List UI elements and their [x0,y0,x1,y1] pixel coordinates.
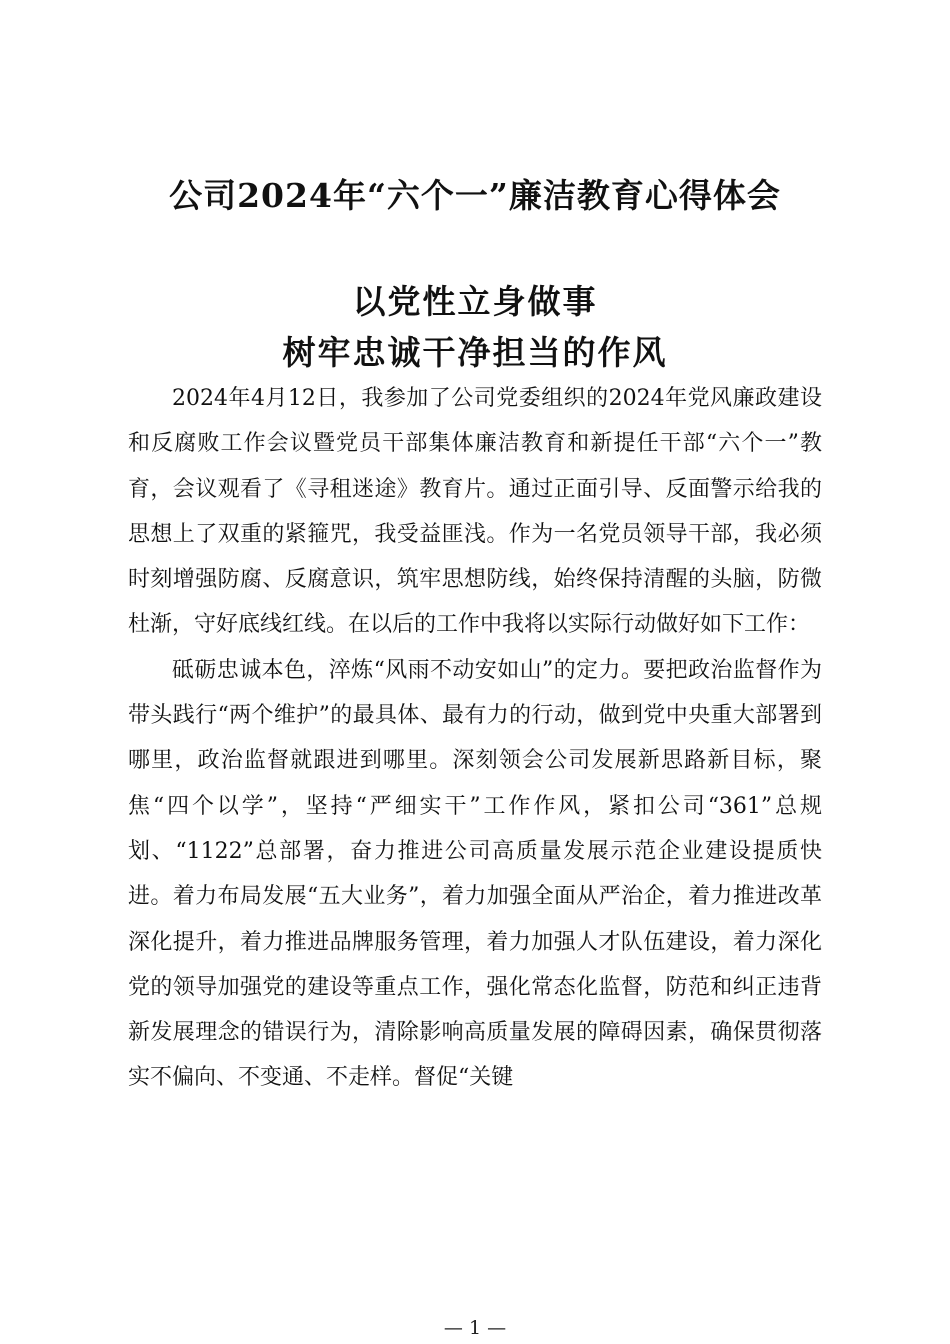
subtitle-line-1: 以党性立身做事 [352,282,598,321]
page-number: — 1 — [443,1317,507,1339]
subtitle-line-2: 树牢忠诚干净担当的作风 [282,333,668,372]
body-paragraph-2: 砥砺忠诚本色，淬炼“风雨不动安如山”的定力。要把政治监督作为带头践行“两个维护”的最具体、最有力的行动，做到党中央重大部署到哪里，政治监督就跟进到哪里。深刻领会公司发展新思路新目标，聚焦“四个以学”，坚持“严细实干”工作作风，紧扣公司“361”总规划、“1122”总部署，奋力推进公司高质量发展示范企业建设提质快进。着力布局发展“五大业务”，着力加强全面从严治企，着力推进改革深化提升，着力推进品牌服务管理，着力加强人才队伍建设，着力深化党的领导加强党的建设等重点工作，强化常态化监督，防范和纠正违背新发展理念的错误行为，清除影响高质量发展的障碍因素，确保贯彻落实不偏向、不变通、不走样。督促“关键 [128,657,822,1091]
body-paragraph-1: 2024年4月12日，我参加了公司党委组织的2024年党风廉政建设和反腐败工作会议暨党员干部集体廉洁教育和新提任干部“六个一”教育，会议观看了《寻租迷途》教育片。通过正面引导、反面警示给我的思想上了双重的紧箍咒，我受益匪浅。作为一名党员领导干部，我必须时刻增强防腐、反腐意识，筑牢思想防线，始终保持清醒的头脑，防微杜渐，守好底线红线。在以后的工作中我将以实际行动做好如下工作： [128,386,822,638]
document-body [128,376,822,1101]
document-title: 公司2024年“六个一”廉洁教育心得体会 [169,176,781,215]
